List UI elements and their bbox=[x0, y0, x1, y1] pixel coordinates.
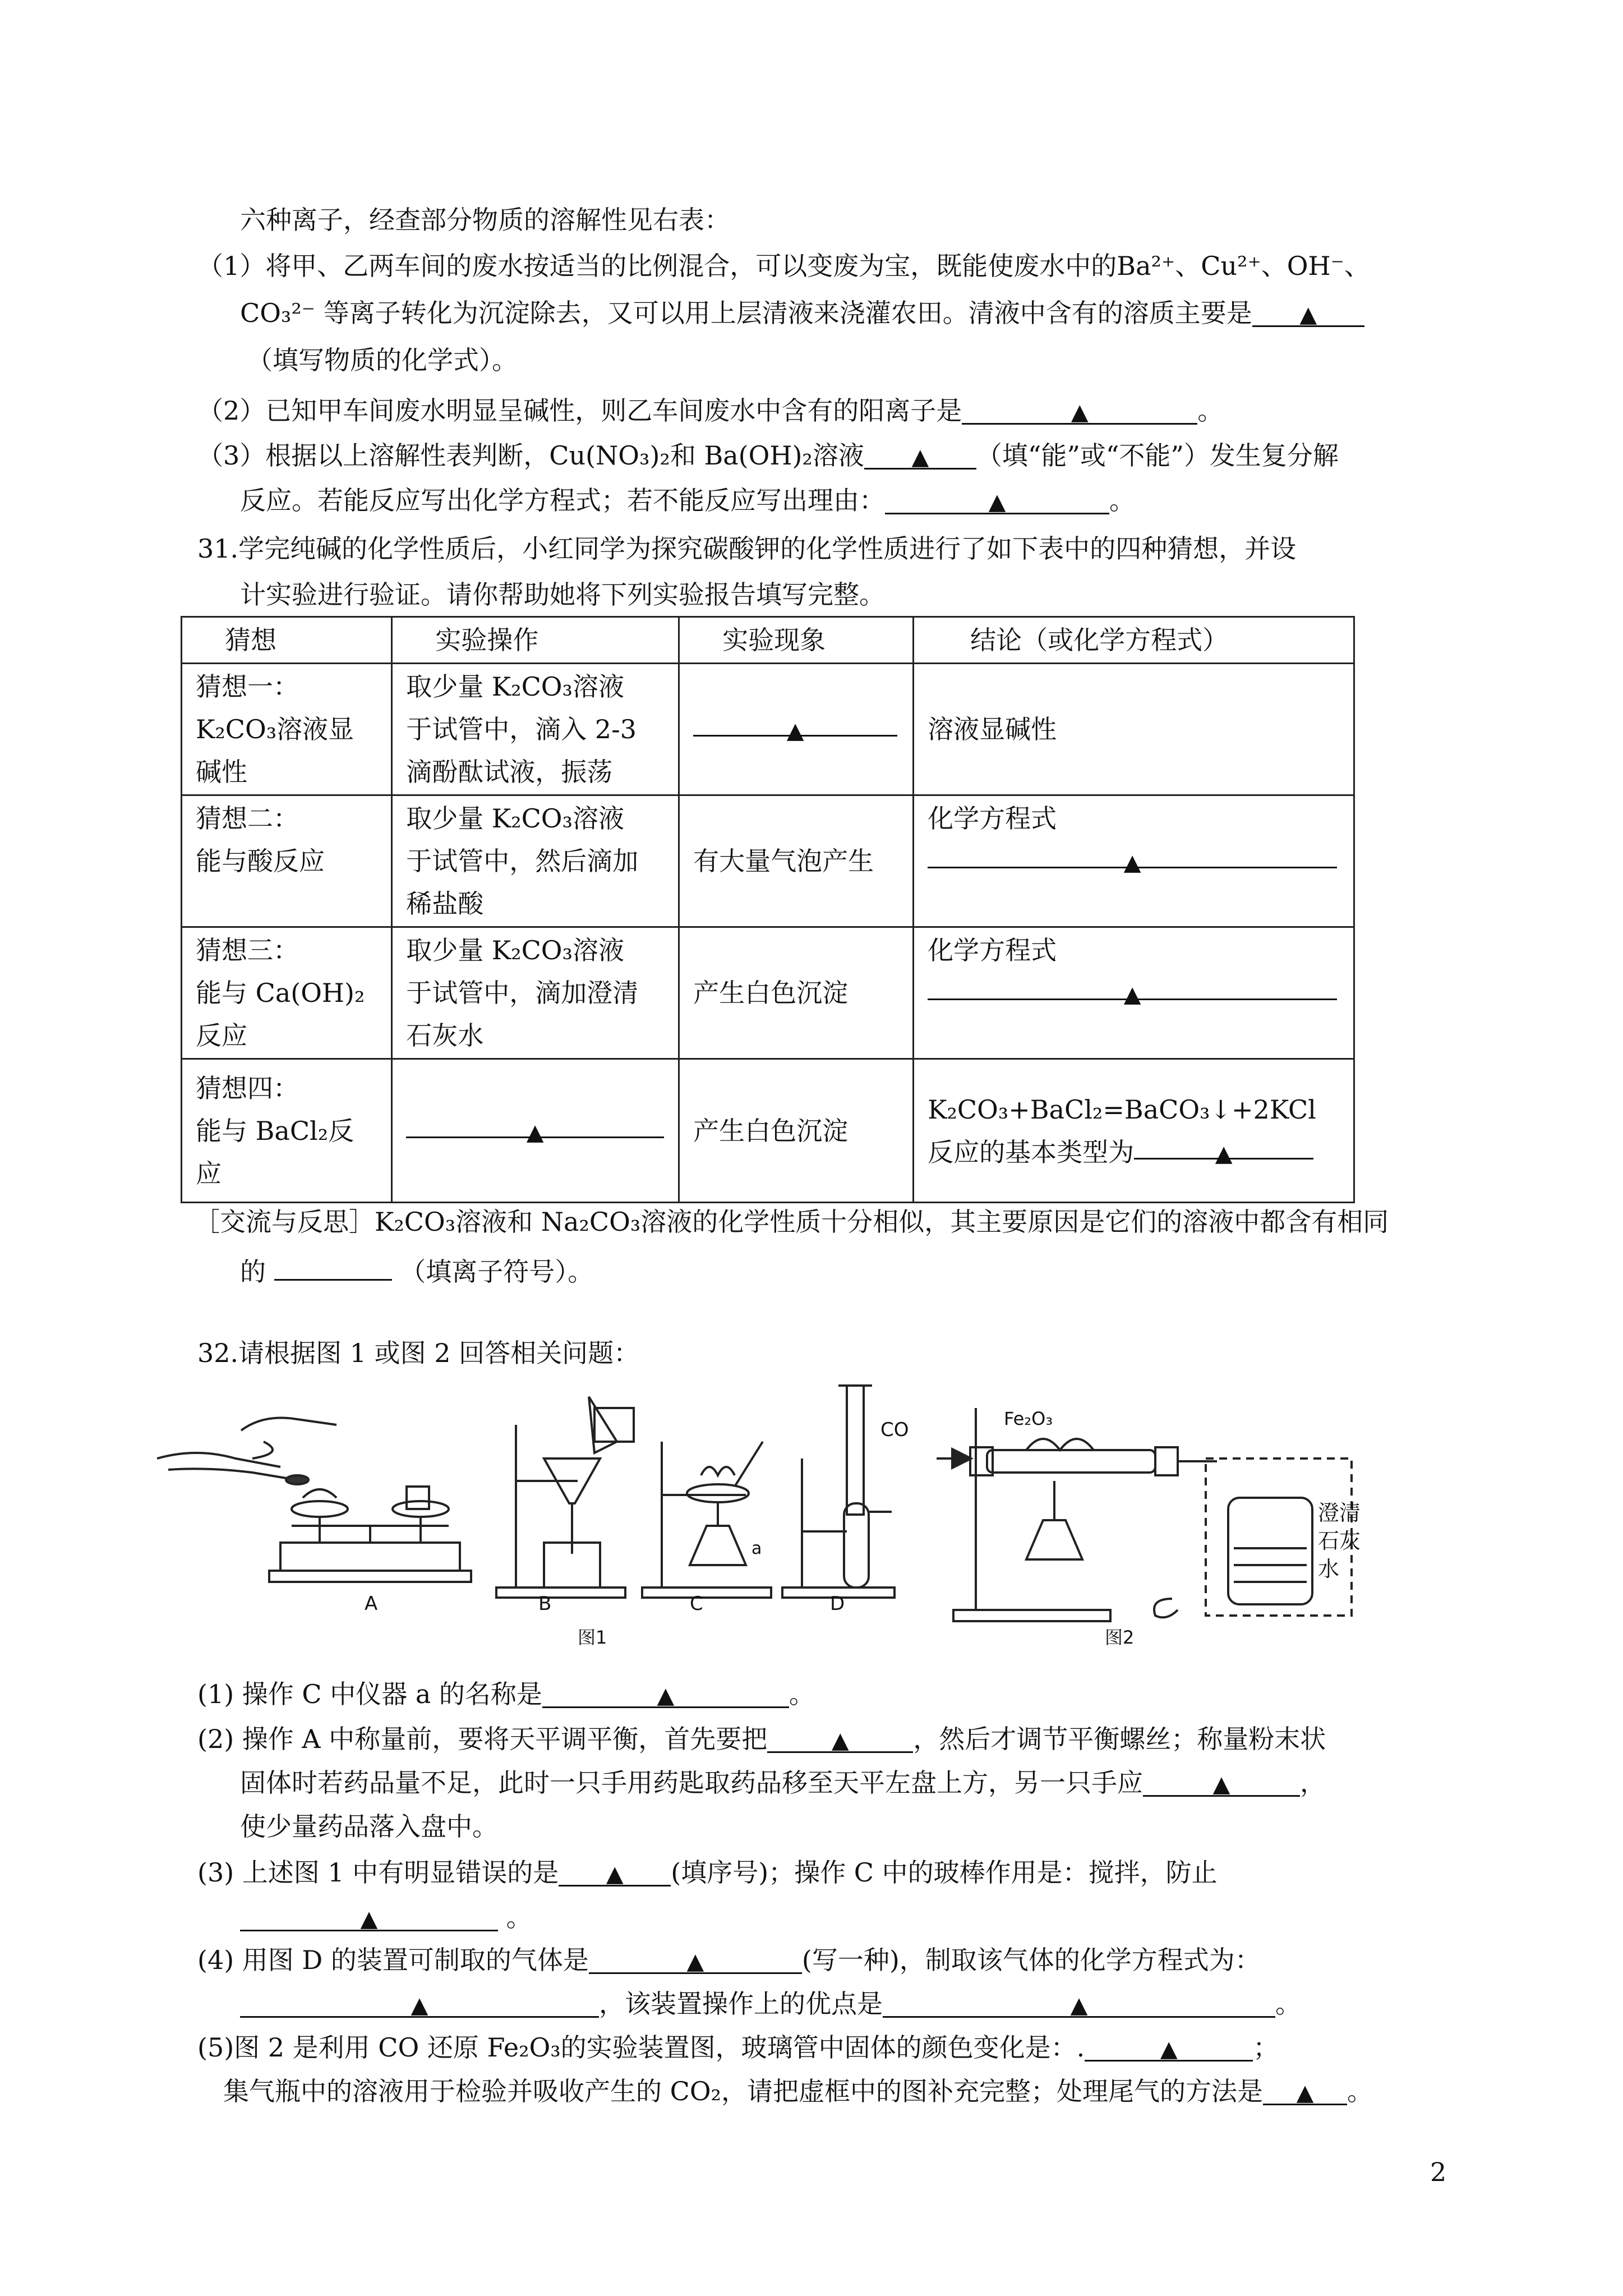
evaporation-apparatus bbox=[642, 1442, 771, 1598]
q32-p5-a: (5)图 2 是利用 CO 还原 Fe₂O₃的实验装置图，玻璃管中固体的颜色变化是：. ▲ ； bbox=[197, 2031, 1279, 2064]
answer-blank[interactable]: ▲ bbox=[1263, 2074, 1347, 2105]
balance-apparatus bbox=[157, 1418, 471, 1582]
label-a: A bbox=[365, 1593, 378, 1615]
label-c: C bbox=[690, 1593, 703, 1615]
cell-operation bbox=[392, 1059, 679, 1203]
answer-blank[interactable]: ▲ bbox=[928, 972, 1337, 1000]
label-co: CO bbox=[880, 1419, 909, 1441]
label-lime-1: 澄清 bbox=[1318, 1501, 1361, 1525]
q32-p4-a: (4) 用图 D 的装置可制取的气体是 ▲ (写一种)，制取该气体的化学方程式为： bbox=[197, 1943, 1261, 1977]
reflect-line-b: 的 （填离子符号）。 bbox=[240, 1250, 593, 1289]
answer-blank[interactable]: ▲ bbox=[883, 1987, 1275, 2018]
cell-operation: 取少量 K₂CO₃溶液 于试管中，滴入 2-3 滴酚酞试液，振荡 bbox=[392, 664, 679, 795]
table-row bbox=[182, 664, 1354, 795]
header-guess: 猜想 bbox=[182, 617, 392, 664]
q1-line-c: （填写物质的化学式）。 bbox=[247, 345, 518, 375]
cell-guess: 猜想一： K₂CO₃溶液显 碱性 bbox=[182, 664, 392, 795]
answer-blank[interactable]: ▲ bbox=[1143, 1766, 1300, 1797]
cell-guess: 猜想二： 能与酸反应 bbox=[182, 795, 392, 927]
answer-blank[interactable]: ▲ bbox=[693, 708, 897, 737]
label-fig2: 图2 bbox=[1105, 1627, 1135, 1648]
cell-operation: 取少量 K₂CO₃溶液 于试管中，然后滴加 稀盐酸 bbox=[392, 795, 679, 927]
cell-conclusion: K₂CO₃+BaCl₂=BaCO₃↓+2KCl 反应的基本类型为 ▲ bbox=[914, 1059, 1354, 1203]
answer-blank[interactable]: ▲ bbox=[559, 1856, 671, 1887]
q32-p3-b: ▲ 。 bbox=[240, 1901, 532, 1934]
answer-blank[interactable]: ▲ bbox=[1252, 296, 1364, 327]
table-row bbox=[182, 1059, 1354, 1203]
q2-line: （2）已知甲车间废水明显呈碱性，则乙车间废水中含有的阳离子是 ▲ 。 bbox=[197, 394, 1223, 427]
cell-conclusion: 化学方程式 ▲ bbox=[914, 795, 1354, 927]
label-d: D bbox=[830, 1593, 845, 1615]
table-header-row bbox=[182, 617, 1354, 664]
cell-conclusion: 化学方程式 ▲ bbox=[914, 927, 1354, 1059]
q32-p4-b: ▲ ，该装置操作上的优点是 ▲ 。 bbox=[240, 1987, 1301, 2021]
q32-p1: (1) 操作 C 中仪器 a 的名称是 ▲ 。 bbox=[197, 1677, 815, 1711]
answer-blank[interactable]: ▲ bbox=[864, 439, 976, 470]
table-row bbox=[182, 795, 1354, 927]
answer-blank[interactable]: ▲ bbox=[1085, 2031, 1253, 2062]
header-phenomenon: 实验现象 bbox=[679, 617, 914, 664]
cell-phenomenon: 产生白色沉淀 bbox=[679, 927, 914, 1059]
answer-blank[interactable]: ▲ bbox=[885, 484, 1109, 514]
gas-generation-apparatus bbox=[782, 1386, 895, 1598]
cell-conclusion: 溶液显碱性 bbox=[914, 664, 1354, 795]
table-row bbox=[182, 927, 1354, 1059]
answer-blank[interactable]: ▲ bbox=[240, 1901, 498, 1931]
q32-p3-a: (3) 上述图 1 中有明显错误的是 ▲ (填序号)；操作 C 中的玻棒作用是：搅拌，防止 bbox=[197, 1856, 1218, 1889]
q32-p5-b: 集气瓶中的溶液用于检验并吸收产生的 CO₂，请把虚框中的图补充完整；处理尾气的方法是 ▲ 。 bbox=[223, 2074, 1373, 2108]
cell-guess: 猜想四： 能与 BaCl₂反 应 bbox=[182, 1059, 392, 1203]
experiment-report-table bbox=[181, 616, 1355, 1203]
intro-line: 六种离子，经查部分物质的溶解性见右表： bbox=[240, 205, 730, 235]
q1-line-a: （1）将甲、乙两车间的废水按适当的比例混合，可以变废为宝，既能使废水中的Ba²⁺、Cu²⁺、OH⁻、 bbox=[197, 251, 1370, 281]
q3-line-a: （3）根据以上溶解性表判断，Cu(NO₃)₂和 Ba(OH)₂溶液 ▲ （填“能”或“不能”）发生复分解 bbox=[197, 439, 1339, 472]
cell-phenomenon: 产生白色沉淀 bbox=[679, 1059, 914, 1203]
q32-title: 32.请根据图 1 或图 2 回答相关问题： bbox=[197, 1338, 640, 1368]
label-b: B bbox=[538, 1593, 552, 1615]
cell-phenomenon bbox=[679, 664, 914, 795]
answer-blank[interactable]: ▲ bbox=[542, 1677, 789, 1708]
page-number: 2 bbox=[1430, 2157, 1447, 2187]
cell-guess: 猜想三： 能与 Ca(OH)₂ 反应 bbox=[182, 927, 392, 1059]
q32-p2-b: 固体时若药品量不足，此时一只手用药匙取药品移至天平左盘上方，另一只手应 ▲ ， bbox=[240, 1766, 1326, 1800]
cell-phenomenon: 有大量气泡产生 bbox=[679, 795, 914, 927]
cell-operation: 取少量 K₂CO₃溶液 于试管中，滴加澄清 石灰水 bbox=[392, 927, 679, 1059]
label-fig1: 图1 bbox=[578, 1627, 607, 1648]
q1-line-b: CO₃²⁻ 等离子转化为沉淀除去，又可以用上层清液来浇灌农田。清液中含有的溶质主要是 ▲ bbox=[240, 296, 1364, 330]
label-lime-2: 石灰 bbox=[1318, 1529, 1361, 1553]
header-conclusion: 结论（或化学方程式） bbox=[914, 617, 1354, 664]
label-instrument-a: a bbox=[751, 1539, 762, 1558]
header-operation: 实验操作 bbox=[392, 617, 679, 664]
q31-line-1: 31.学完纯碱的化学性质后，小红同学为探究碳酸钾的化学性质进行了如下表中的四种猜想，并设 bbox=[197, 533, 1297, 564]
answer-blank[interactable] bbox=[274, 1250, 392, 1281]
q31-line-2: 计实验进行验证。请你帮助她将下列实验报告填写完整。 bbox=[240, 579, 885, 610]
filtration-apparatus bbox=[496, 1397, 634, 1598]
q3-line-b: 反应。若能反应写出化学方程式；若不能反应写出理由： ▲ 。 bbox=[240, 484, 1135, 517]
answer-blank[interactable]: ▲ bbox=[589, 1943, 802, 1974]
label-lime-3: 水 bbox=[1318, 1557, 1340, 1581]
answer-blank[interactable]: ▲ bbox=[767, 1722, 913, 1753]
q32-p2-c: 使少量药品落入盘中。 bbox=[240, 1811, 498, 1842]
answer-blank[interactable]: ▲ bbox=[240, 1987, 599, 2018]
lab-apparatus-figure bbox=[151, 1363, 1374, 1677]
answer-blank[interactable]: ▲ bbox=[928, 840, 1337, 868]
q32-p2-a: (2) 操作 A 中称量前，要将天平调平衡，首先要把 ▲ ，然后才调节平衡螺丝；称量粉末状 bbox=[197, 1722, 1326, 1756]
label-fe2o3: Fe₂O₃ bbox=[1004, 1408, 1053, 1429]
answer-blank[interactable]: ▲ bbox=[406, 1110, 664, 1138]
answer-blank[interactable]: ▲ bbox=[962, 394, 1197, 425]
answer-blank[interactable]: ▲ bbox=[1134, 1131, 1313, 1159]
reflect-line-a: ［交流与反思］K₂CO₃溶液和 Na₂CO₃溶液的化学性质十分相似，其主要原因是它们的溶液中都含有相同 bbox=[194, 1207, 1389, 1237]
co-reduction-apparatus bbox=[937, 1408, 1352, 1621]
